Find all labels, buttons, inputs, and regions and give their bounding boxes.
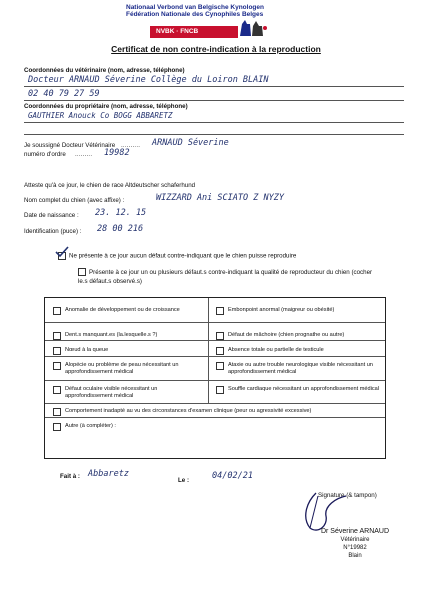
page-title: Certificat de non contre-indication à la reproduction	[111, 44, 321, 54]
stamp-role: Vétérinaire	[340, 537, 370, 543]
defect-testicle[interactable]: Absence totale ou partielle de testicule	[216, 347, 381, 354]
owner-line-1	[24, 122, 404, 123]
checkbox[interactable]	[53, 347, 61, 355]
soussigne-dots: ..........	[121, 142, 141, 149]
defects-table	[44, 297, 386, 459]
fait-value: Abbaretz	[88, 469, 129, 479]
stamp-city: Blain	[348, 553, 362, 559]
option-defects-text: Présente à ce jour un ou plusieurs défaut.s contre-indiquant la qualité de reproducteur du chien (cocher le.s défaut.s observé.s)	[78, 269, 373, 285]
checkbox[interactable]	[216, 362, 224, 370]
ordre-value: 19982	[104, 148, 130, 158]
le-label: Le :	[178, 477, 190, 484]
atteste-text: Atteste qu'à ce jour, le chien de race Altdeutscher schaferhund	[24, 182, 196, 189]
le-value: 04/02/21	[212, 471, 253, 481]
vet-line-1	[24, 86, 404, 87]
ordre-label: numéro d'ordre	[24, 151, 66, 158]
defect-skin[interactable]: Alopécie ou problème de peau nécessitant un approfondissement médical	[53, 362, 203, 375]
checkbox[interactable]	[216, 332, 224, 340]
birth-value: 23. 12. 15	[95, 208, 147, 218]
defect-heart[interactable]: Souffle cardiaque nécessitant un approfondissement médical	[216, 386, 381, 393]
defect-other[interactable]: Autre (à compléter) :	[53, 423, 378, 430]
soussigne-label: Je soussigné Docteur Vétérinaire	[24, 142, 116, 149]
stamp-name: Dr Séverine ARNAUD	[320, 528, 390, 535]
signature-label: Signature (& tampon)	[318, 492, 377, 499]
federation-name-fr: Fédération Nationale des Cynophiles Belges	[126, 11, 264, 18]
defect-eye[interactable]: Défaut oculaire visible nécessitant un approfondissement médical	[53, 386, 203, 399]
id-label: Identification (puce) :	[24, 228, 82, 235]
defect-weight[interactable]: Embonpoint anormal (maigreur ou obésité)	[216, 307, 381, 314]
checkbox[interactable]	[53, 307, 61, 315]
owner-name-address: GAUTHIER Anouck Co BOGG ABBARETZ	[28, 111, 173, 120]
checkbox-defects[interactable]	[78, 268, 86, 276]
vet-label: Coordonnées du vétérinaire (nom, adresse, téléphone)	[24, 67, 185, 74]
checkbox[interactable]	[53, 362, 61, 370]
logo	[150, 26, 238, 38]
stamp-number: N°19982	[343, 545, 367, 551]
defect-teeth[interactable]: Dent.s manquant.es (la.lesquelle.s ?)	[53, 332, 203, 339]
dog-name-value: WIZZARD Ani SCIATO Z NYZY	[156, 193, 284, 203]
birth-label: Date de naissance :	[24, 212, 79, 219]
defect-jaw[interactable]: Défaut de mâchoire (chien prognathe ou autre)	[216, 332, 381, 339]
checkbox[interactable]	[53, 332, 61, 340]
owner-label: Coordonnées du propriétaire (nom, adresse, téléphone)	[24, 103, 188, 110]
owner-line-2	[24, 134, 404, 135]
fait-label: Fait à :	[60, 473, 80, 480]
dog-silhouettes-icon	[238, 16, 268, 38]
vet-phone: 02 40 79 27 59	[28, 89, 100, 99]
checkbox[interactable]	[216, 307, 224, 315]
checkbox[interactable]	[53, 423, 61, 431]
checkbox[interactable]	[53, 408, 61, 416]
defect-tail[interactable]: Nœud à la queue	[53, 347, 203, 354]
checkbox[interactable]	[216, 347, 224, 355]
checkbox[interactable]	[53, 386, 61, 394]
federation-name-nl: Nationaal Verbond van Belgische Kynologen	[126, 4, 264, 11]
defect-neuro[interactable]: Ataxie ou autre trouble neurologique visible nécessitant un approfondissement médical	[216, 362, 381, 375]
checkbox[interactable]	[216, 386, 224, 394]
ordre-dots: .........	[75, 151, 93, 158]
id-value: 28 00 216	[97, 224, 144, 234]
vet-name-address: Docteur ARNAUD Séverine Collège du Loiron BLAIN	[28, 75, 269, 85]
check-mark-icon	[55, 246, 69, 258]
option-no-defect[interactable]	[58, 252, 296, 261]
dog-name-label: Nom complet du chien (avec affixe) :	[24, 197, 125, 204]
option-defects[interactable]	[78, 268, 378, 286]
vet-line-2	[24, 100, 404, 101]
defect-behaviour[interactable]: Comportement inadapté au vu des circonstances d'examen clinique (peur ou agressivité excessive)	[53, 408, 378, 415]
option-no-defect-text: Ne présente à ce jour aucun défaut contre-indiquant que le chien puisse reproduire	[69, 252, 297, 260]
defect-growth[interactable]: Anomalie de développement ou de croissance	[53, 307, 203, 314]
soussigne-value: ARNAUD Séverine	[152, 138, 229, 148]
logo-text: NVBK · FNCB	[156, 28, 199, 35]
